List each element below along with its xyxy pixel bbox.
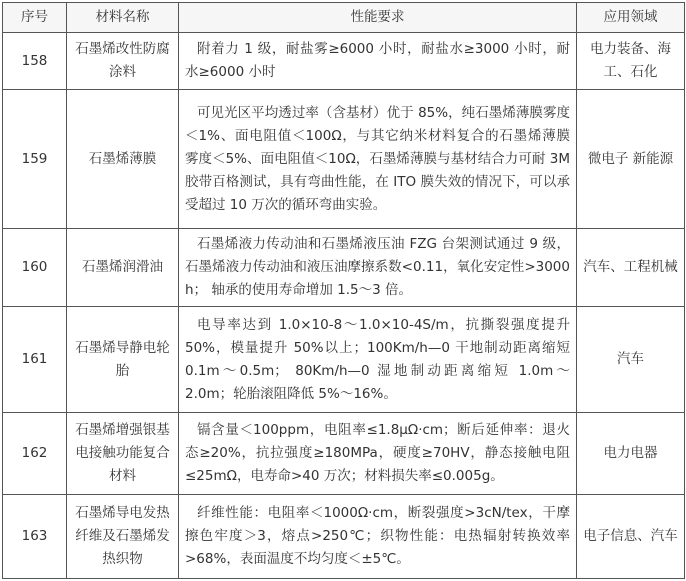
table-row [3, 90, 685, 229]
materials-spec-table [2, 2, 685, 579]
material-name: 石墨烯增强银基电接触功能复合材料 [67, 413, 179, 495]
table-header [3, 3, 685, 33]
performance-requirements [179, 229, 577, 307]
table-row [3, 495, 685, 579]
performance-requirements [179, 90, 577, 229]
requirements-text: 电导率达到 1.0×10-8～1.0×10-4S/m，抗撕裂强度提升 50%，模量提升 50%以上；100Km/h—0 干地制动距离缩短 0.1m～0.5m； 80Km/h—0 湿地制动距离缩短 1.0m～2.0m；轮胎滚阻降低 5%～16%。 [185, 316, 570, 402]
requirements-text: 附着力 1 级，耐盐雾≥6000 小时，耐盐水≥3000 小时，耐水≥6000 小时 [185, 41, 570, 80]
table-row [3, 229, 685, 307]
table-row [3, 307, 685, 413]
row-number: 158 [3, 33, 67, 90]
performance-requirements [179, 413, 577, 495]
header-application-field: 应用领域 [577, 3, 685, 33]
header-number: 序号 [3, 3, 67, 33]
application-field: 电力电器 [577, 413, 685, 495]
row-number: 161 [3, 307, 67, 413]
material-name: 石墨烯导静电轮胎 [67, 307, 179, 413]
row-number: 159 [3, 90, 67, 229]
requirements-text: 镉含量＜100ppm，电阻率≤1.8μΩ·cm；断后延伸率：退火态≥20%，抗拉强度≥180MPa，硬度≥70HV，静态接触电阻≤25mΩ，电寿命>40 万次；材料损失率≤0.005g。 [185, 422, 570, 484]
row-number: 163 [3, 495, 67, 579]
row-number: 162 [3, 413, 67, 495]
table-row [3, 33, 685, 90]
row-number: 160 [3, 229, 67, 307]
performance-requirements [179, 307, 577, 413]
table-row [3, 413, 685, 495]
header-material-name: 材料名称 [67, 3, 179, 33]
performance-requirements [179, 33, 577, 90]
application-field: 汽车、工程机械 [577, 229, 685, 307]
header-row [3, 3, 685, 33]
material-name: 石墨烯润滑油 [67, 229, 179, 307]
material-name: 石墨烯薄膜 [67, 90, 179, 229]
table-body [3, 33, 685, 579]
header-performance-requirements: 性能要求 [179, 3, 577, 33]
material-name: 石墨烯导电发热纤维及石墨烯发热织物 [67, 495, 179, 579]
application-field: 汽车 [577, 307, 685, 413]
application-field: 微电子 新能源 [577, 90, 685, 229]
performance-requirements [179, 495, 577, 579]
requirements-text: 石墨烯液力传动油和石墨烯液压油 FZG 台架测试通过 9 级，石墨烯液力传动油和液压油摩擦系数<0.11，氧化安定性>3000 h； 轴承的使用寿命增加 1.5～3 倍。 [185, 236, 570, 298]
requirements-text: 可见光区平均透过率（含基材）优于 85%，纯石墨烯薄膜雾度＜1%、面电阻值＜100Ω，与其它纳米材料复合的石墨烯薄膜 雾度＜5%、面电阻值＜10Ω，石墨烯薄膜与基材结合力可耐 3M 胶带百格测试，具有弯曲性能，在 ITO 膜失效的情况下，可以承受超过 10 万次的循环弯曲实验。 [185, 104, 570, 213]
requirements-text: 纤维性能：电阻率＜1000Ω·cm，断裂强度>3cN/tex，干摩擦色牢度＞3，熔点>250℃；织物性能：电热辐射转换效率>68%，表面温度不均匀度＜±5℃。 [185, 505, 570, 567]
material-name: 石墨烯改性防腐涂料 [67, 33, 179, 90]
application-field: 电子信息、汽车 [577, 495, 685, 579]
application-field: 电力装备、海工、石化 [577, 33, 685, 90]
